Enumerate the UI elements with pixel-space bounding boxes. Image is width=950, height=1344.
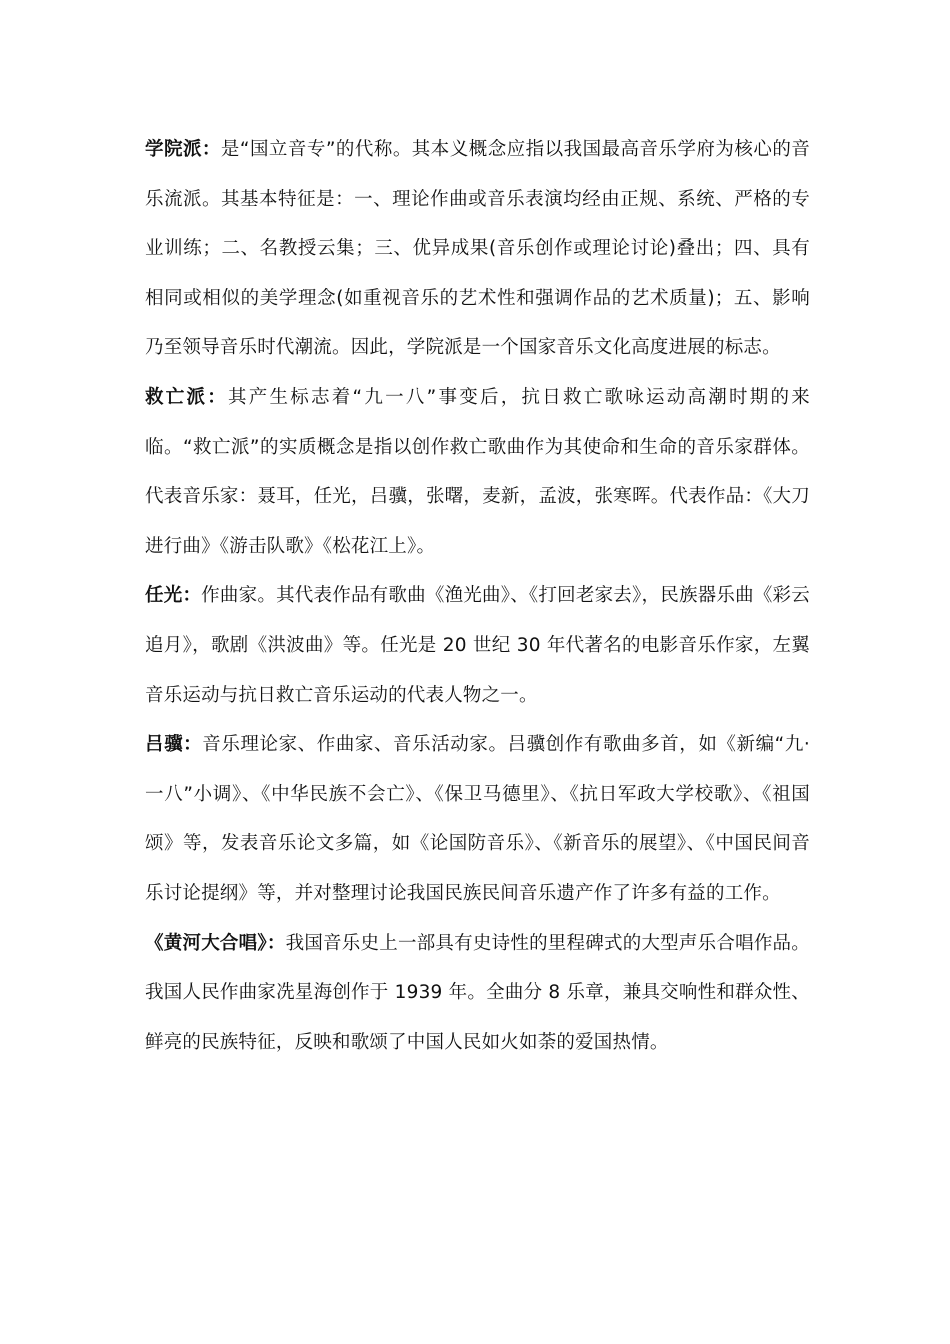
entry-lvji xyxy=(145,720,810,918)
entry-renguang xyxy=(145,571,810,720)
entry-term: 任光： xyxy=(145,585,202,607)
entry-text: 其产生标志着“九一八”事变后，抗日救亡歌咏运动高潮时期的来临。“救亡派”的实质概念是指以创作救亡歌曲作为其使命和生命的音乐家群体。代表音乐家：聂耳，任光，吕骥，张曙，麦新，孟波，张寒晖。代表作品：《大刀进行曲》《游击队歌》《松花江上》。 xyxy=(145,386,810,557)
document-page xyxy=(145,125,810,1067)
entry-term: 《黄河大合唱》： xyxy=(145,932,286,954)
entry-term: 学院派： xyxy=(145,139,221,160)
entry-xueyuanpai xyxy=(145,125,810,373)
entry-text: 是“国立音专”的代称。其本义概念应指以我国最高音乐学府为核心的音乐流派。其基本特征是：一、理论作曲或音乐表演均经由正规、系统、严格的专业训练；二、名教授云集；三、优异成果(音乐创作或理论讨论)叠出；四、具有相同或相似的美学理念(如重视音乐的艺术性和强调作品的艺术质量)；五、影响乃至领导音乐时代潮流。因此，学院派是一个国家音乐文化高度进展的标志。 xyxy=(145,139,810,359)
entry-term: 吕骥： xyxy=(145,734,203,756)
entry-jiuwangpai xyxy=(145,373,810,571)
entry-term: 救亡派： xyxy=(145,386,229,408)
entry-huanghe-dahechang xyxy=(145,919,810,1068)
entry-text: 音乐理论家、作曲家、音乐活动家。吕骥创作有歌曲多首，如《新编“九·一八”小调》、《中华民族不会亡》、《保卫马德里》、《抗日军政大学校歌》、《祖国颂》等，发表音乐论文多篇，如《论国防音乐》、《新音乐的展望》、《中国民间音乐讨论提纲》等，并对整理讨论我国民族民间音乐遗产作了许多有益的工作。 xyxy=(145,734,810,904)
entry-text: 作曲家。其代表作品有歌曲《渔光曲》、《打回老家去》，民族器乐曲《彩云追月》，歌剧《洪波曲》等。任光是 20 世纪 30 年代著名的电影音乐作家，左翼音乐运动与抗日救亡音乐运动的代表人物之一。 xyxy=(145,585,810,706)
entry-text: 我国音乐史上一部具有史诗性的里程碑式的大型声乐合唱作品。我国人民作曲家冼星海创作于 1939 年。全曲分 8 乐章，兼具交响性和群众性、鲜亮的民族特征，反映和歌颂了中国人民如火如荼的爱国热情。 xyxy=(145,932,810,1053)
